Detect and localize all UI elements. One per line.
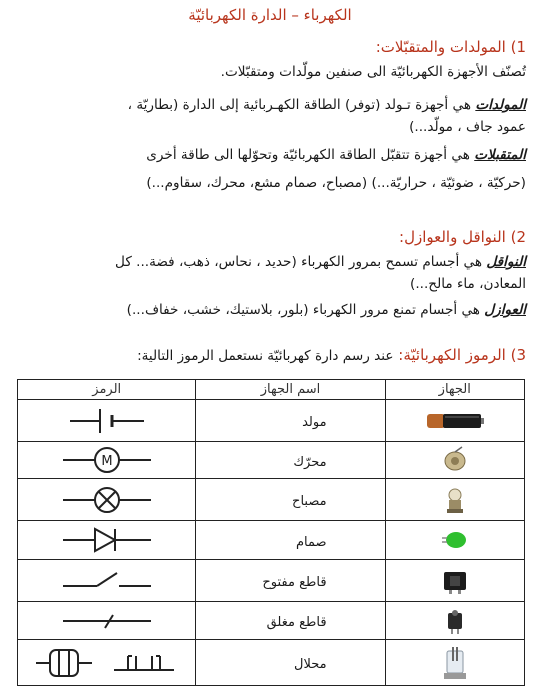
lamp-symbol — [57, 485, 157, 515]
section3-intro: عند رسم دارة كهربائيّة نستعمل الرموز التالية: — [137, 348, 394, 364]
receivers-definition — [12, 145, 526, 165]
table-row-lamp — [18, 479, 525, 521]
generators-def-line1: هي أجهزة تـولد (توفر) الطاقة الكهـربائية إلى الدارة (بطاريّة ، — [127, 97, 472, 113]
open-switch-symbol — [57, 566, 157, 596]
generator-symbol — [62, 406, 152, 436]
table-row-open-switch — [18, 560, 525, 602]
column-header-name: اسم الجهاز — [196, 380, 385, 400]
generators-def-line2: عمود جاف ، مولّد...) — [409, 119, 526, 135]
row-name-electrolyzer: محلال — [294, 657, 327, 672]
table-row-closed-switch — [18, 602, 525, 640]
table-row-electrolyzer — [18, 640, 525, 686]
closed-switch-symbol — [57, 606, 157, 636]
electrolyzer-icon — [441, 645, 469, 681]
led-icon — [440, 528, 470, 552]
switch-pushbutton-icon — [442, 607, 468, 635]
table-header-row — [18, 380, 525, 400]
receivers-def-line1: هي أجهزة تتقبّل الطاقة الكهربائيّة وتحوّلها الى طاقة أخرى — [146, 147, 470, 163]
section2-heading: 2) النواقل والعوازل: — [399, 228, 526, 246]
symbols-table — [17, 379, 525, 686]
row-name-diode: صمام — [295, 534, 327, 550]
column-header-symbol: الرمز — [18, 380, 196, 400]
switch-icon — [440, 567, 470, 595]
generators-definition — [12, 95, 526, 115]
page-title: الكهرباء – الدارة الكهربائيّة — [188, 6, 352, 24]
section1-heading: 1) المولدات والمتقبّلات: — [375, 38, 526, 56]
svg-text:M: M — [101, 454, 113, 469]
motor-symbol — [57, 445, 157, 475]
column-header-device: الجهاز — [385, 380, 524, 400]
generators-term: المولدات — [475, 97, 526, 113]
section3-heading: 3) الرموز الكهربائيّة: — [398, 346, 526, 364]
motor-icon — [440, 445, 470, 475]
section1-intro: تُصنّف الأجهزة الكهربائيّة الى صنفين مولّدات ومتقبّلات. — [220, 64, 526, 80]
table-row-diode — [18, 521, 525, 560]
receivers-term: المتقبلات — [474, 147, 526, 163]
insulators-definition — [12, 300, 526, 320]
electrolyzer-symbol — [32, 646, 182, 680]
table-row-generator — [18, 400, 525, 442]
row-name-closed-switch: قاطع مغلق — [266, 615, 327, 630]
insulators-term: العوازل — [484, 302, 526, 318]
table-row-motor — [18, 442, 525, 479]
battery-icon — [425, 410, 485, 432]
lamp-icon — [442, 485, 468, 515]
receivers-def-line2: (حركيّة ، ضوئيّة ، حراريّة...) (مصباح، صمام مشع، محرك، سقاوم...) — [146, 175, 526, 191]
conductors-def-line2: المعادن، ماء مالح...) — [410, 276, 526, 292]
row-name-open-switch: قاطع مفتوح — [262, 575, 327, 590]
row-name-lamp: مصباح — [292, 494, 327, 509]
conductors-term: النواقل — [486, 254, 526, 270]
section3-heading-line — [16, 346, 526, 364]
conductors-def-line1: هي أجسام تسمح بمرور الكهرباء (حديد ، نحاس، ذهب، فضة... كل — [115, 254, 483, 270]
conductors-definition — [12, 252, 526, 272]
insulators-def: هي أجسام تمنع مرور الكهرباء (بلور، بلاستيك، خشب، خفاف...) — [126, 302, 480, 318]
diode-symbol — [57, 525, 157, 555]
row-name-generator: مولد — [302, 415, 327, 430]
row-name-motor: محرّك — [293, 454, 327, 470]
